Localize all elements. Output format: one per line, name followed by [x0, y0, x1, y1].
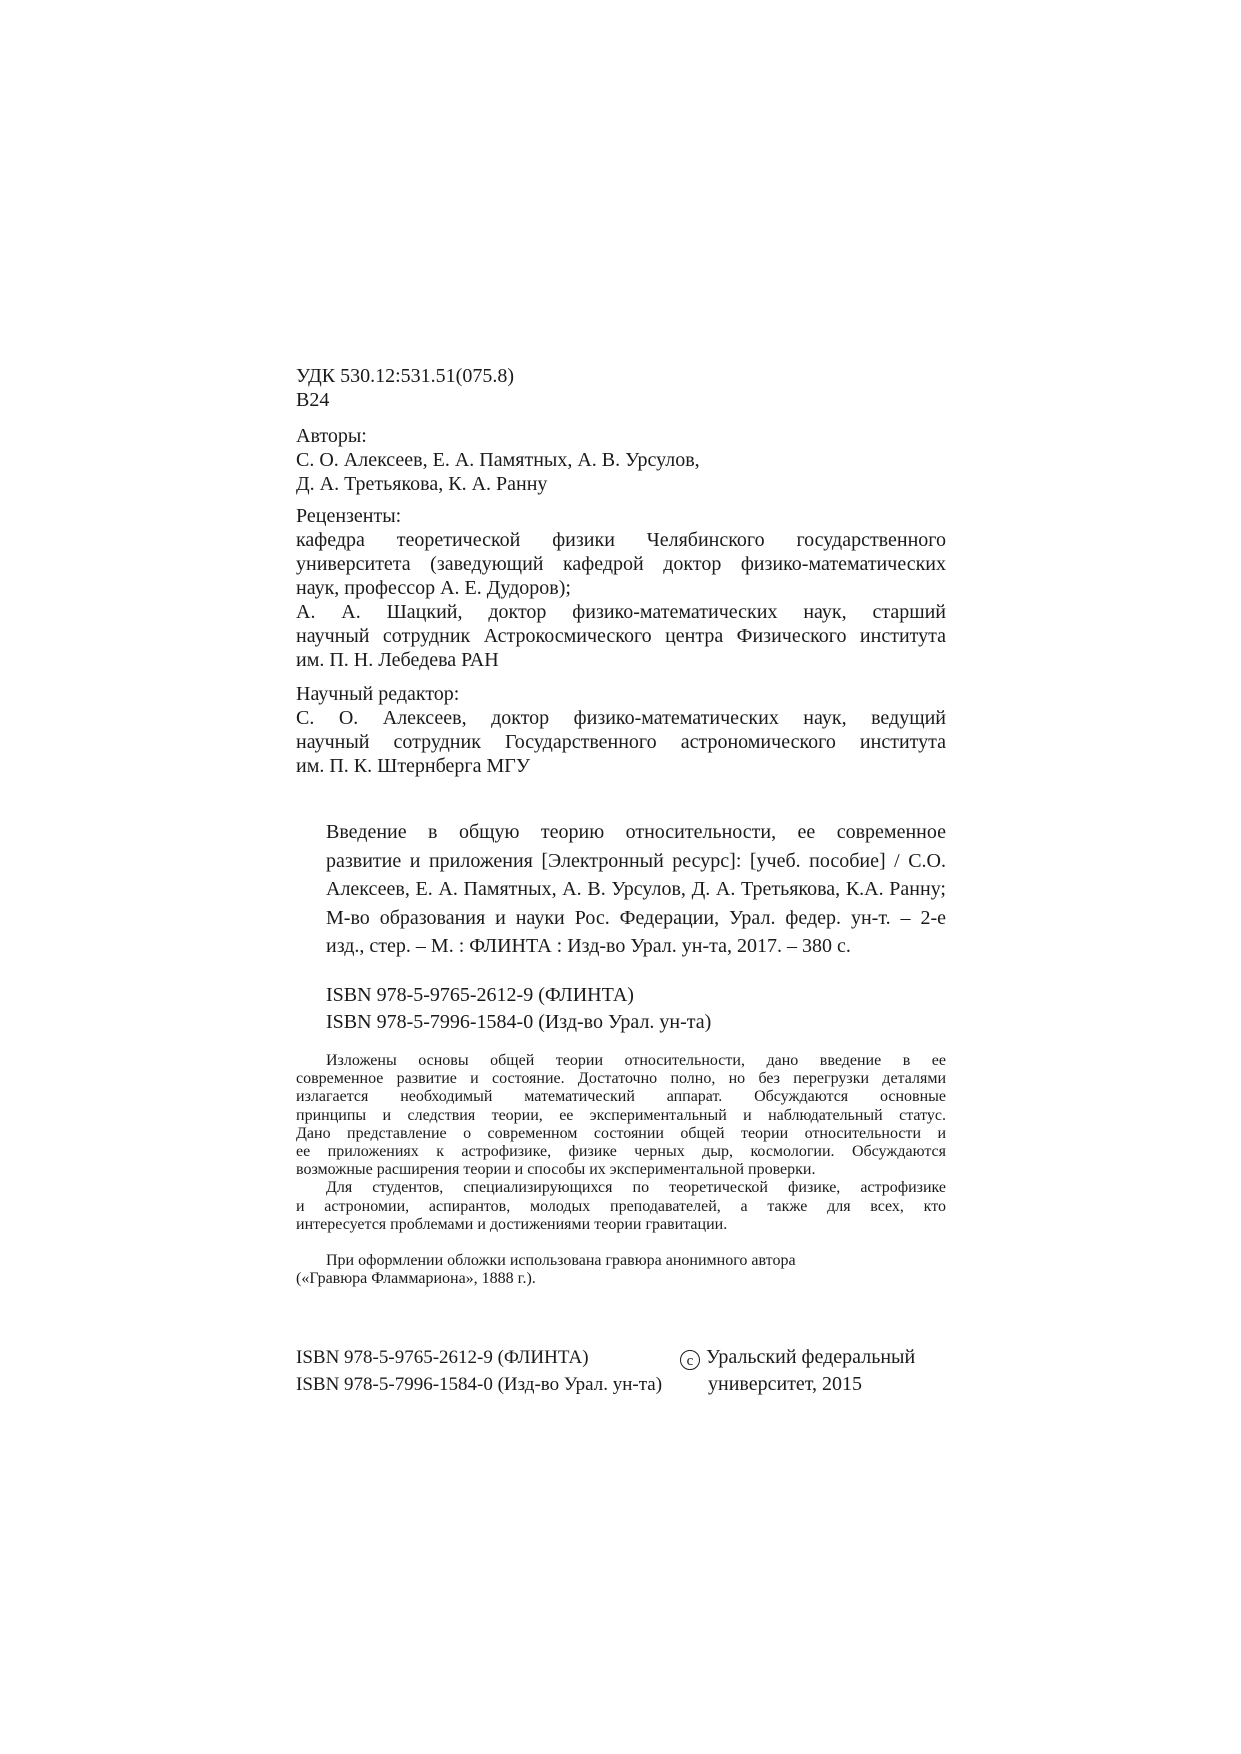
reviewers-line: научный сотрудник Астрокосмического центра Физического института — [296, 625, 946, 647]
cover-note-block — [296, 1252, 946, 1288]
editor-line: С. О. Алексеев, доктор физико-математических наук, ведущий — [296, 707, 946, 729]
bibliographic-description — [326, 818, 946, 961]
isbn-line: ISBN 978-5-9765-2612-9 (ФЛИНТА) — [296, 1347, 589, 1368]
biblio-line: Алексеев, Е. А. Памятных, А. В. Урсулов, Д. А. Третьякова, К.А. Ранну; — [326, 878, 946, 900]
copyright-block — [680, 1344, 915, 1398]
copyright-icon: c — [680, 1350, 700, 1370]
copyright-line — [680, 1344, 915, 1371]
abstract-line: возможные расширения теории и способы их экспериментальной проверки. — [296, 1161, 816, 1179]
editor-block — [296, 682, 946, 778]
abstract-line: излагается необходимый математический аппарат. Обсуждаются основные — [296, 1088, 946, 1106]
abstract-line: интересуется проблемами и достижениями теории гравитации. — [296, 1215, 728, 1233]
biblio-line: Введение в общую теорию относительности, ее современное — [326, 821, 946, 843]
reviewers-line: им. П. Н. Лебедева РАН — [296, 649, 499, 671]
udk-code: УДК 530.12:531.51(075.8) — [296, 365, 514, 387]
biblio-line: изд., стер. – М. : ФЛИНТА : Изд-во Урал. ун-та, 2017. – 380 с. — [326, 935, 851, 957]
isbn-line: ISBN 978-5-7996-1584-0 (Изд-во Урал. ун-та) — [296, 1374, 663, 1395]
abstract-block — [296, 1052, 946, 1234]
classification-block — [296, 364, 946, 412]
copyright-year-line: университет, 2015 — [708, 1373, 863, 1395]
authors-label: Авторы: — [296, 425, 367, 447]
bbk-code: В24 — [296, 389, 330, 411]
reviewers-label: Рецензенты: — [296, 505, 402, 527]
copyright-holder: Уральский федеральный — [706, 1346, 916, 1368]
authors-line: Д. А. Третьякова, К. А. Ранну — [296, 473, 548, 495]
reviewers-line: кафедра теоретической физики Челябинского государственного — [296, 529, 946, 551]
authors-block — [296, 424, 946, 496]
abstract-line: ее приложениях к астрофизике, физике черных дыр, космологии. Обсуждаются — [296, 1143, 946, 1161]
abstract-line: Изложены основы общей теории относительности, дано введение в ее — [326, 1052, 946, 1069]
reviewers-line: А. А. Шацкий, доктор физико-математических наук, старший — [296, 601, 946, 623]
reviewers-line: университета (заведующий кафедрой доктор физико-математических — [296, 553, 946, 575]
abstract-line: современное развитие и состояние. Достаточно полно, но без перегрузки деталями — [296, 1070, 946, 1088]
authors-line: С. О. Алексеев, Е. А. Памятных, А. В. Урсулов, — [296, 449, 700, 471]
editor-label: Научный редактор: — [296, 683, 460, 705]
abstract-line: Для студентов, специализирующихся по теоретической физике, астрофизике — [326, 1179, 946, 1197]
abstract-line: и астрономии, аспирантов, молодых преподавателей, а также для всех, кто — [296, 1197, 946, 1215]
isbn-top-block — [326, 982, 976, 1036]
cover-note-line: При оформлении обложки использована гравюра анонимного автора — [326, 1252, 796, 1269]
abstract-line: принципы и следствия теории, ее экспериментальный и наблюдательный статус. — [296, 1106, 946, 1124]
cover-note-line: («Гравюра Фламмариона», 1888 г.). — [296, 1270, 536, 1288]
abstract-line: Дано представление о современном состоянии общей теории относительности и — [296, 1124, 946, 1142]
isbn-bottom-block — [296, 1344, 662, 1398]
isbn-line: ISBN 978-5-9765-2612-9 (ФЛИНТА) — [326, 984, 634, 1006]
editor-line: им. П. К. Штернберга МГУ — [296, 755, 531, 777]
biblio-line: развитие и приложения [Электронный ресурс]: [учеб. пособие] / С.О. — [326, 849, 946, 872]
editor-line: научный сотрудник Государственного астрономического института — [296, 731, 946, 753]
reviewers-block — [296, 504, 946, 672]
reviewers-line: наук, профессор А. Е. Дудоров); — [296, 577, 571, 599]
isbn-line: ISBN 978-5-7996-1584-0 (Изд-во Урал. ун-та) — [326, 1011, 712, 1033]
biblio-line: М-во образования и науки Рос. Федерации, Урал. федер. ун-т. – 2-е — [326, 906, 946, 929]
